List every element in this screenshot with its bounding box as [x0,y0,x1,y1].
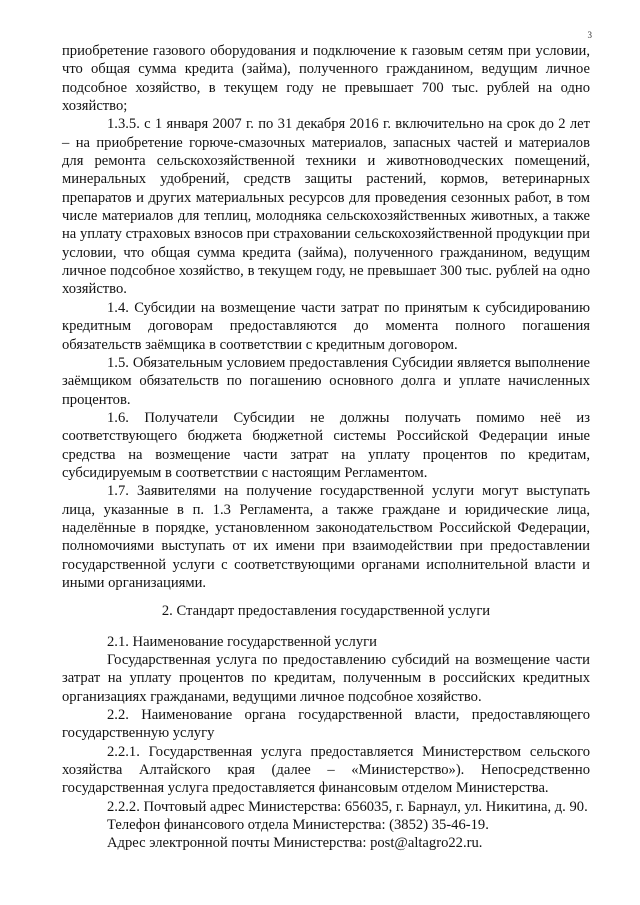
paragraph-2-1: 2.1. Наименование государственной услуги [107,633,377,650]
section-heading: 2. Стандарт предоставления государственной услуги [161,603,491,620]
document-body [62,42,590,853]
paragraph-1-3-5: 1.3.5. с 1 января 2007 г. по 31 декабря 2016 г. включительно на срок до 2 лет – на приобретение горюче-смазочных материалов, запасных частей и материалов для ремонта сельскохозяйственной техники и животноводческих помещений, минеральных удобрений, средств защиты растений, кормов, ветеринарных препаратов и других материальных ресурсов для проведения сезонных работ, в том числе материалов для теплиц, молодняка сельскохозяйственных животных, а также на уплату страховых взносов при страховании сельскохозяйственной продукции при условии, что общая сумма кредита (займа), полученного гражданином, ведущим личное подсобное хозяйство, в текущем году, не превышает 300 тыс. рублей на одно хозяйство. [62,116,590,298]
paragraph-1-4: 1.4. Субсидии на возмещение части затрат по принятым к субсидированию кредитным договорам предоставляются до момента полного погашения обязательств заёмщика в соответствии с кредитным договором. [62,299,590,353]
paragraph-2-2: 2.2. Наименование органа государственной власти, предоставляющего государственную услугу [62,707,590,742]
paragraph-email: Адрес электронной почты Министерства: post@altagro22.ru. [107,835,483,852]
paragraph-1-7: 1.7. Заявителями на получение государственной услуги могут выступать лица, указанные в п. 1.3 Регламента, а также граждане и юридические лица, наделённые в порядке, установленном законодательством Российской Федерации, полномочиями выступать от их имени при взаимодействии при предоставлении государственной услуги с соответствующими органами исполнительной власти и иными организациями. [62,483,590,591]
paragraph-service-name: Государственная услуга по предоставлению субсидий на возмещение части затрат на уплату процентов по кредитам, полученным в российских кредитных организациях гражданами, ведущими личное подсобное хозяйство. [62,652,590,705]
paragraph-2-2-2: 2.2.2. Почтовый адрес Министерства: 656035, г. Барнаул, ул. Никитина, д. 90. [107,798,588,815]
page-number: 3 [587,30,592,40]
paragraph-phone: Телефон финансового отдела Министерства: (3852) 35-46-19. [107,817,489,834]
paragraph-1-5: 1.5. Обязательным условием предоставления Субсидии является выполнение заёмщиком обязательств по погашению основного долга и уплате начисленных процентов. [62,354,590,408]
paragraph-gas-equipment: приобретение газового оборудования и подключение к газовым сетям при условии, что общая сумма кредита (займа), полученного гражданином, ведущим личное подсобное хозяйство, в текущем году не превышает 700 тыс. рублей на одно хозяйство; [62,43,590,115]
paragraph-1-6: 1.6. Получатели Субсидии не должны получать помимо неё из соответствующего бюджета бюджетной системы Российской Федерации иные средства на возмещение части затрат на уплату процентов по кредитам, субсидируемым в соответствии с настоящим Регламентом. [62,409,590,481]
paragraph-2-2-1: 2.2.1. Государственная услуга предоставляется Министерством сельского хозяйства Алтайского края (далее – «Министерство»). Непосредственно государственная услуга предоставляется финансовым отделом Министерства. [62,743,590,797]
